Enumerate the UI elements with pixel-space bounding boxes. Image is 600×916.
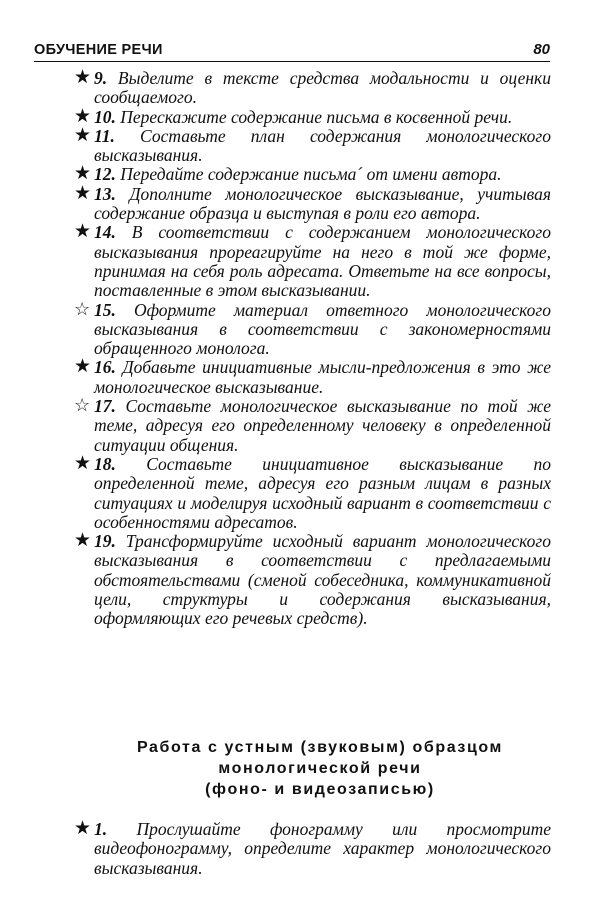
- task-list: [0, 69, 600, 629]
- section-heading: [60, 737, 580, 800]
- task-number: 12.: [94, 164, 116, 185]
- star-icon: ★: [74, 356, 92, 378]
- task-item: [0, 105, 600, 127]
- star-icon: ★: [74, 530, 92, 552]
- task-item: [0, 532, 600, 628]
- running-title: ОБУЧЕНИЕ РЕЧИ: [34, 42, 163, 58]
- task-text: Выделите в тексте средства модальности и оценки сообщаемого.: [94, 68, 551, 108]
- section-task-list: [0, 820, 600, 878]
- star-icon: ★: [74, 221, 92, 243]
- task-item: [0, 165, 600, 184]
- task-number: 10.: [94, 106, 116, 127]
- task-number: 11.: [94, 125, 115, 146]
- task-text: Оформите материал ответного монологического высказывания в соответствии с закономерностями обращенного монолога.: [94, 299, 551, 359]
- task-number: 9.: [94, 68, 108, 88]
- section-heading-line: Работа с устным (звуковым) образцом: [137, 739, 503, 756]
- star-outline-icon: ☆: [74, 298, 91, 319]
- task-text: Передайте содержание письма´ от имени автора.: [120, 164, 502, 185]
- section-heading-line: монологической речи: [218, 760, 422, 777]
- star-icon: ★: [74, 818, 92, 839]
- task-item: [0, 397, 600, 455]
- header-rule: [34, 61, 550, 62]
- task-text: Составьте план содержания монологического высказывания.: [94, 125, 552, 166]
- task-item: [0, 69, 600, 108]
- task-number: 1.: [94, 819, 108, 839]
- task-item: [0, 358, 600, 397]
- task-text: Прослушайте фонограмму или просмотрите видеофонограмму, определите характер монологического высказывания.: [94, 819, 552, 878]
- task-text: Перескажите содержание письма в косвенной речи.: [120, 106, 513, 127]
- star-outline-icon: ☆: [74, 395, 91, 416]
- task-item: [0, 298, 600, 359]
- task-item: [0, 223, 600, 300]
- task-number: 15.: [94, 299, 116, 320]
- section-heading-line: (фоно- и видеозаписью): [205, 781, 435, 798]
- star-icon: ★: [74, 124, 92, 146]
- task-number: 18.: [94, 453, 116, 474]
- task-text: Дополните монологическое высказывание, учитывая содержание образца и выступая в роли его автора.: [94, 183, 552, 224]
- task-number: 16.: [94, 357, 116, 378]
- task-text: Составьте инициативное высказывание по определенной теме, адресуя его разным лицам в разных ситуациях и моделируя исходный вариант в соответствии с особенностями адресатов.: [94, 453, 551, 532]
- star-icon: ★: [74, 105, 92, 127]
- task-number: 13.: [94, 183, 116, 204]
- task-text: Составьте монологическое высказывание по той же теме, адресуя его определенному человеку в определенной ситуации общения.: [94, 396, 551, 455]
- task-item: [0, 452, 600, 532]
- page-header: [34, 40, 550, 62]
- task-text: Добавьте инициативные мысли-предложения в это же монологическое высказывание.: [94, 357, 552, 397]
- star-icon: ★: [74, 163, 92, 185]
- task-number: 19.: [94, 531, 116, 552]
- page-number: 80: [533, 41, 550, 58]
- task-number: 14.: [94, 222, 116, 243]
- task-item: [0, 124, 600, 166]
- task-text: Трансформируйте исходный вариант монологического высказывания в соответствии с предлагаемыми обстоятельствами (сменой собеседника, коммуникативной цели, структуры и содержания высказывания, оформляющих его речевых средств).: [94, 531, 551, 629]
- task-item: [0, 820, 600, 878]
- star-icon: ★: [74, 182, 92, 204]
- task-number: 17.: [94, 396, 116, 417]
- task-text: В соответствии с содержанием монологического высказывания прореагируйте на него в той же форме, принимая на себя роль адресата. Ответьте на все вопросы, поставленные в этом высказывании.: [94, 222, 551, 301]
- star-icon: ★: [74, 67, 92, 88]
- task-item: [0, 182, 600, 224]
- star-icon: ★: [74, 452, 92, 474]
